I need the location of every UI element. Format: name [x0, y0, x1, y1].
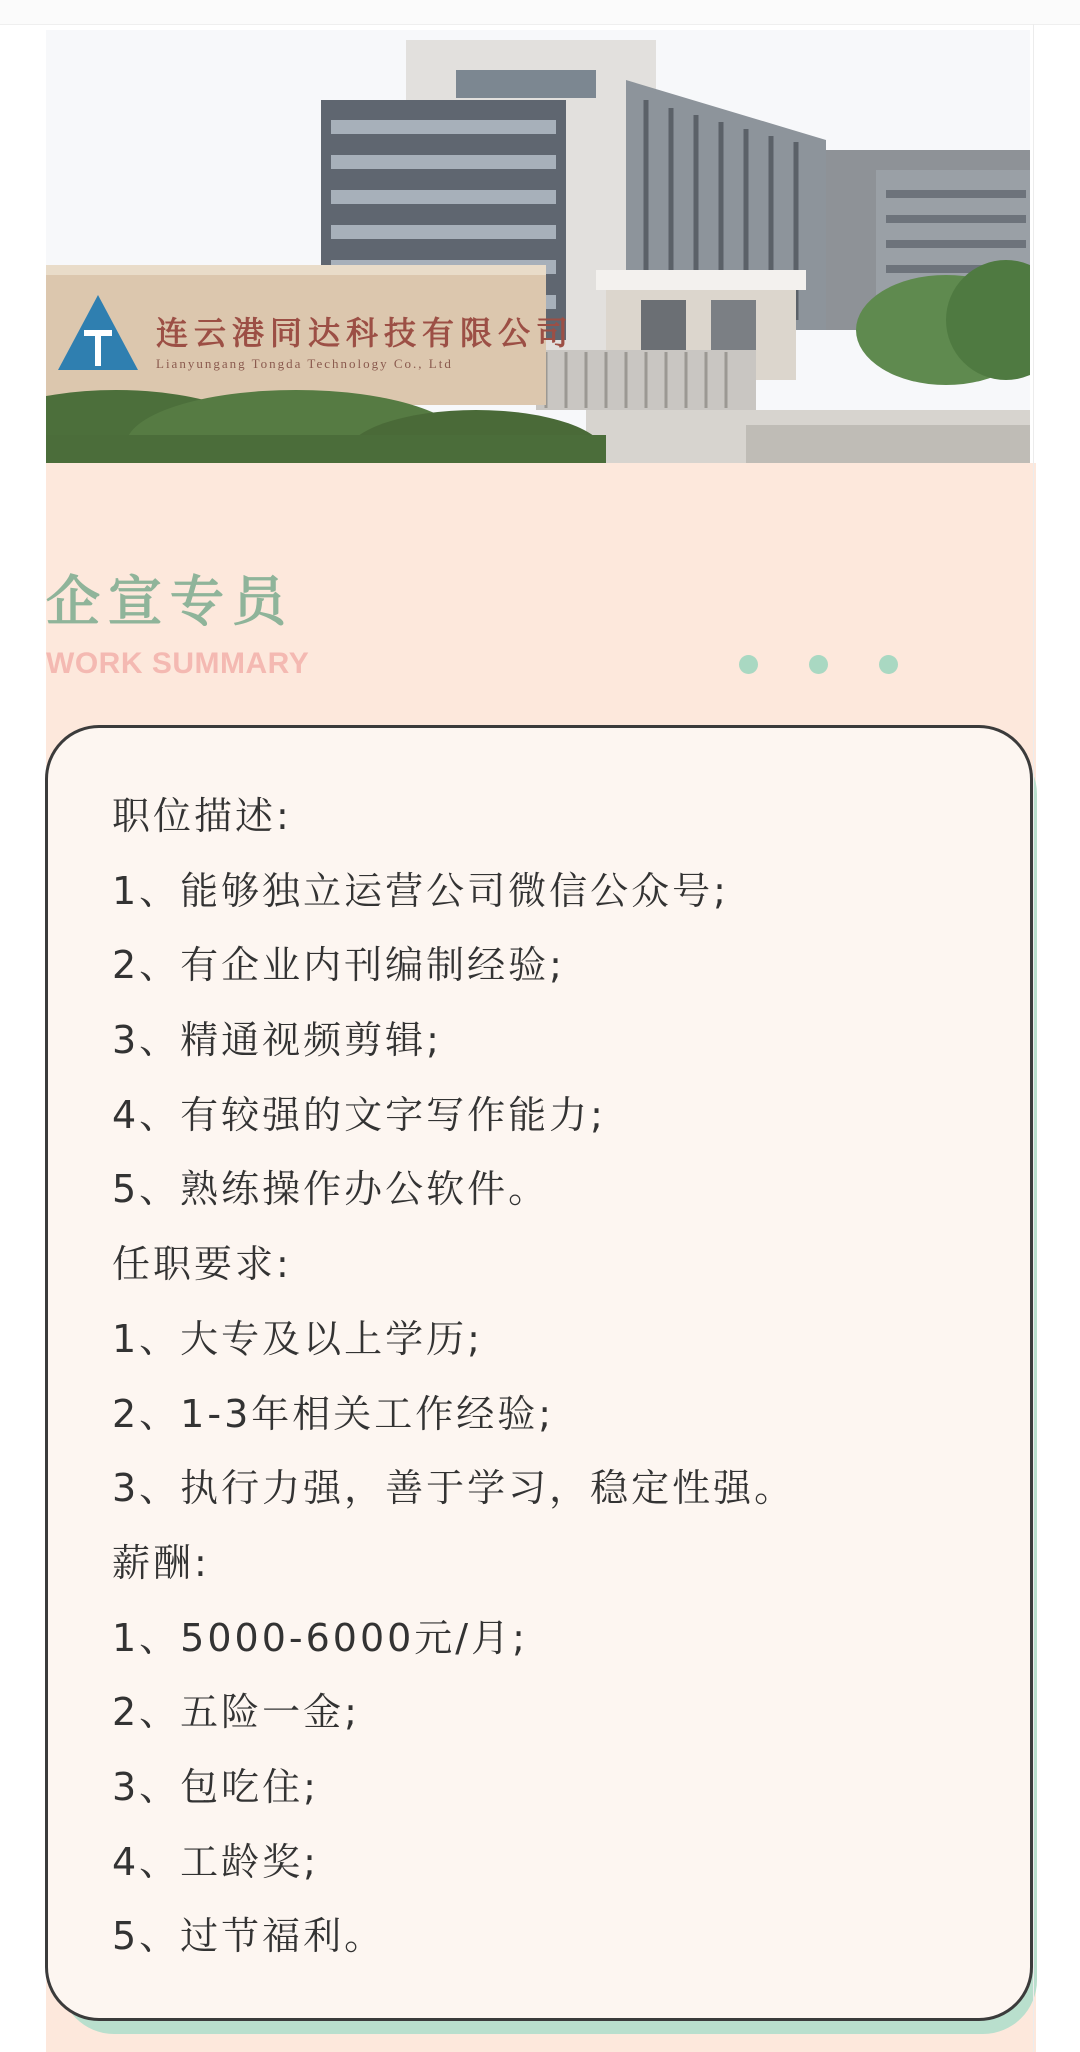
- list-item: 3、包吃住;: [112, 1764, 319, 1809]
- section-heading-requirements: 任职要求:: [112, 1242, 292, 1287]
- list-item: 5、熟练操作办公软件。: [112, 1167, 550, 1212]
- dot-icon: [739, 655, 758, 674]
- list-item: 4、有较强的文字写作能力;: [112, 1092, 606, 1137]
- list-item: 1、能够独立运营公司微信公众号;: [112, 868, 729, 913]
- list-item: 2、有企业内刊编制经验;: [112, 943, 565, 988]
- list-item: 1、大专及以上学历;: [112, 1316, 483, 1361]
- dot-icon: [809, 655, 828, 674]
- section-heading-job-description: 职位描述:: [112, 794, 292, 838]
- dot-icon: [879, 655, 898, 674]
- list-item: 4、工龄奖;: [112, 1839, 319, 1884]
- company-building-photo: [46, 30, 1030, 463]
- list-item: 3、精通视频剪辑;: [112, 1018, 442, 1063]
- list-item: 1、5000-6000元/月;: [112, 1615, 528, 1660]
- company-sign-text: 连云港同达科技有限公司: [156, 314, 575, 352]
- list-item: 5、过节福利。: [112, 1914, 386, 1959]
- company-sign-subtext: Lianyungang Tongda Technology Co., Ltd: [156, 356, 453, 371]
- job-title: 企宣专员: [46, 570, 294, 633]
- list-item: 2、1-3年相关工作经验;: [112, 1391, 555, 1436]
- top-bar: [0, 0, 1080, 25]
- list-item: 2、五险一金;: [112, 1690, 360, 1735]
- work-summary-label: WORK SUMMARY: [46, 647, 310, 680]
- list-item: 3、执行力强，善于学习，稳定性强。: [112, 1466, 796, 1511]
- decorative-dots: [739, 655, 899, 675]
- page-edge: [1033, 24, 1034, 2052]
- job-details-list: [112, 779, 1012, 1974]
- section-heading-salary: 薪酬:: [112, 1540, 210, 1585]
